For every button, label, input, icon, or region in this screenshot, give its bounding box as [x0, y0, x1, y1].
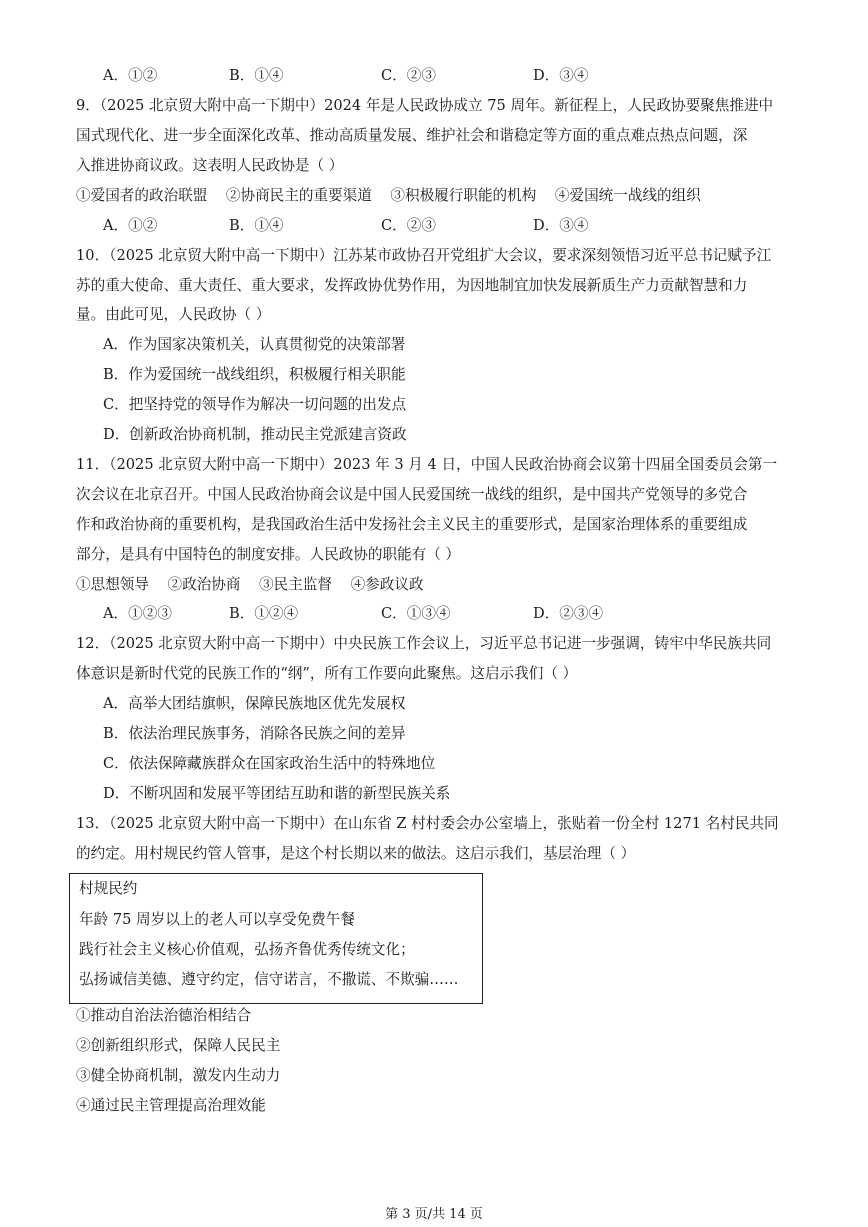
q13-statement-2: ②创新组织形式，保障人民民主	[76, 1037, 281, 1054]
q11-statements: ①思想领导 ②政治协商 ③民主监督 ④参政议政	[76, 576, 424, 593]
q12-choice-a: A．高举大团结旗帜，保障民族地区优先发展权	[103, 695, 406, 712]
q11-option-a: A．①②③	[103, 605, 172, 622]
q9-stem-line-3: 入推进协商议政。这表明人民政协是（ ）	[76, 157, 344, 174]
q10-choice-c: C．把坚持党的领导作为解决一切问题的出发点	[103, 396, 407, 413]
village-rules-box	[69, 873, 483, 1004]
q11-option-c: C．①③④	[381, 605, 451, 622]
q9-option-a: A．①②	[103, 217, 158, 234]
village-rules-line-2: 践行社会主义核心价值观，弘扬齐鲁优秀传统文化；	[79, 941, 415, 958]
q11-stem-line-2: 次会议在北京召开。中国人民政治协商会议是中国人民爱国统一战线的组织，是中国共产党领导的多党合	[76, 486, 748, 503]
q13-stem-line-1: 13．（2025 北京贸大附中高一下期中）在山东省 Z 村村委会办公室墙上，张贴着一份全村 1271 名村民共同	[76, 815, 779, 832]
q12-choice-d: D．不断巩固和发展平等团结互助和谐的新型民族关系	[103, 785, 451, 802]
village-rules-line-1: 年龄 75 周岁以上的老人可以享受免费午餐	[79, 911, 355, 928]
q10-choice-a: A．作为国家决策机关，认真贯彻党的决策部署	[103, 336, 406, 353]
q9-option-b: B．①④	[229, 217, 284, 234]
q9-option-d: D．③④	[533, 217, 589, 234]
q8-option-c: C．②③	[381, 67, 436, 84]
q13-statement-1: ①推动自治法治德治相结合	[76, 1007, 252, 1024]
q11-option-d: D．②③④	[533, 605, 604, 622]
village-rules-line-3: 弘扬诚信美德、遵守约定，信守诺言，不撒谎、不欺骗……	[79, 971, 459, 988]
q8-options	[103, 66, 663, 86]
q9-option-c: C．②③	[381, 217, 436, 234]
q11-options	[103, 604, 663, 624]
q8-option-d: D．③④	[533, 67, 589, 84]
q12-choice-c: C．依法保障藏族群众在国家政治生活中的特殊地位	[103, 755, 436, 772]
q10-choice-b: B．作为爱国统一战线组织，积极履行相关职能	[103, 366, 406, 383]
q11-option-b: B．①②④	[229, 605, 299, 622]
q10-stem-line-3: 量。由此可见，人民政协（ ）	[76, 306, 271, 323]
q8-option-a: A．①②	[103, 67, 158, 84]
q10-stem-line-2: 苏的重大使命、重大责任、重大要求，发挥政协优势作用，为因地制宜加快发展新质生产力贡献智慧和力	[76, 277, 748, 294]
q13-stem-line-2: 的约定。用村规民约管人管事，是这个村长期以来的做法。这启示我们，基层治理（ ）	[76, 845, 636, 862]
q12-stem-line-2: 体意识是新时代党的民族工作的“纲”，所有工作要向此聚焦。这启示我们（ ）	[76, 665, 578, 682]
q10-choice-d: D．创新政治协商机制，推动民主党派建言资政	[103, 426, 407, 443]
q8-option-b: B．①④	[229, 67, 284, 84]
q11-stem-line-1: 11．（2025 北京贸大附中高一下期中）2023 年 3 月 4 日，中国人民政治协商会议第十四届全国委员会第一	[76, 456, 778, 473]
q11-stem-line-4: 部分，是具有中国特色的制度安排。人民政协的职能有（ ）	[76, 546, 461, 563]
q10-stem-line-1: 10．（2025 北京贸大附中高一下期中）江苏某市政协召开党组扩大会议，要求深刻领悟习近平总书记赋予江	[76, 247, 772, 264]
q13-statement-3: ③健全协商机制，激发内生动力	[76, 1067, 281, 1084]
q12-stem-line-1: 12．（2025 北京贸大附中高一下期中）中央民族工作会议上，习近平总书记进一步强调，铸牢中华民族共同	[76, 635, 772, 652]
q9-stem-line-2: 国式现代化、进一步全面深化改革、推动高质量发展、维护社会和谐稳定等方面的重点难点热点问题，深	[76, 127, 748, 144]
q9-options	[103, 216, 663, 236]
q12-choice-b: B．依法治理民族事务，消除各民族之间的差异	[103, 725, 406, 742]
page-footer: 第 3 页/共 14 页	[385, 1207, 483, 1222]
q13-statement-4: ④通过民主管理提高治理效能	[76, 1097, 266, 1114]
q9-statements: ①爱国者的政治联盟 ②协商民主的重要渠道 ③积极履行职能的机构 ④爱国统一战线的组织	[76, 187, 701, 204]
q11-stem-line-3: 作和政治协商的重要机构，是我国政治生活中发扬社会主义民主的重要形式，是国家治理体系的重要组成	[76, 516, 748, 533]
village-rules-title: 村规民约	[79, 880, 138, 897]
q9-stem-line-1: 9．（2025 北京贸大附中高一下期中）2024 年是人民政协成立 75 周年。新征程上，人民政协要聚焦推进中	[76, 97, 774, 114]
